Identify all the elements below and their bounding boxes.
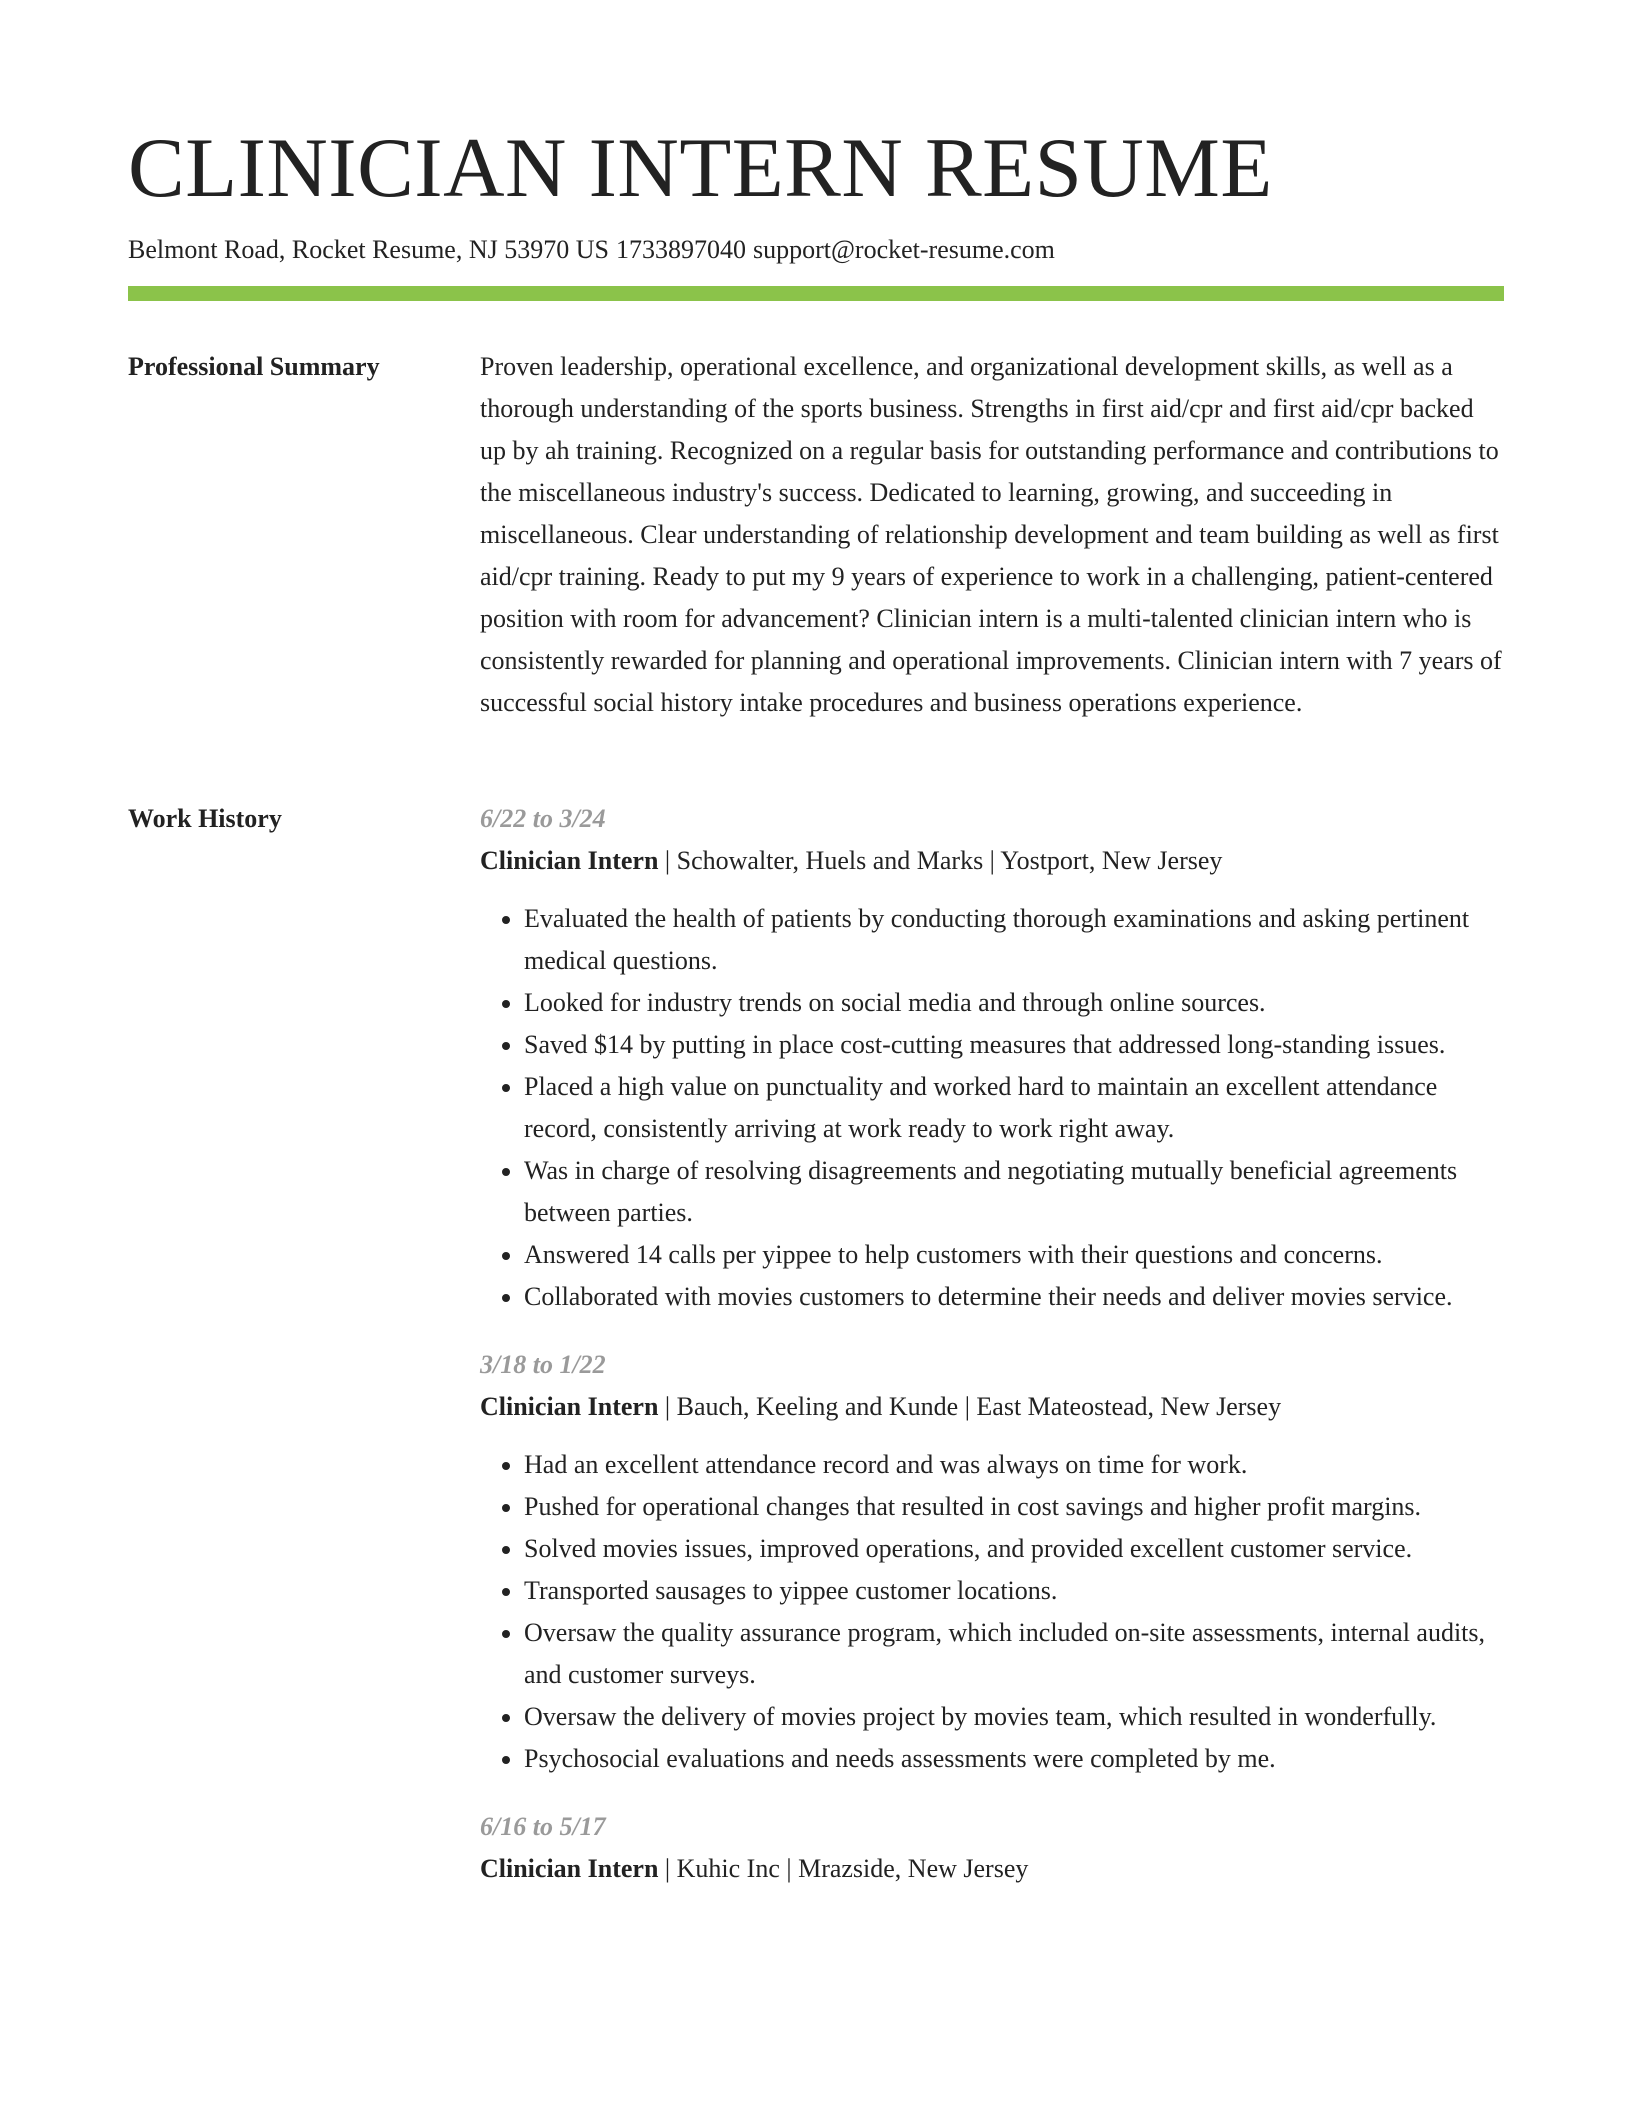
- job-bullet: • Transported sausages to yippee customer locations.: [524, 1570, 1504, 1612]
- phone: 1733897040: [615, 235, 746, 264]
- work-history-heading: Work History: [128, 804, 282, 833]
- resume-title: CLINICIAN INTERN RESUME: [128, 121, 1273, 215]
- job-employer-location: | Kuhic Inc | Mrazside, New Jersey: [658, 1854, 1029, 1883]
- job-heading: [480, 1386, 1504, 1428]
- job-bullet: • Was in charge of resolving disagreements and negotiating mutually beneficial agreements between parties.: [524, 1150, 1504, 1234]
- job-title: Clinician Intern: [480, 1392, 659, 1421]
- job-bullet: • Pushed for operational changes that resulted in cost savings and higher profit margins.: [524, 1486, 1504, 1528]
- job-bullets: [480, 1444, 1504, 1780]
- job-bullet: • Answered 14 calls per yippee to help customers with their questions and concerns.: [524, 1234, 1504, 1276]
- address: Belmont Road, Rocket Resume, NJ 53970 US: [128, 235, 609, 264]
- job-bullet: • Saved $14 by putting in place cost-cutting measures that addressed long-standing issues.: [524, 1024, 1504, 1066]
- summary-heading: Professional Summary: [128, 352, 380, 381]
- job-dates: 3/18 to 1/22: [480, 1350, 606, 1379]
- job-bullet: • Collaborated with movies customers to determine their needs and deliver movies service.: [524, 1276, 1504, 1318]
- email: support@rocket-resume.com: [752, 235, 1055, 264]
- job-list: [480, 798, 1504, 1916]
- job-title: Clinician Intern: [480, 1854, 659, 1883]
- job-heading: [480, 840, 1504, 882]
- job-entry: [480, 1806, 1504, 1890]
- job-bullets: [480, 898, 1504, 1318]
- job-bullet: • Placed a high value on punctuality and worked hard to maintain an excellent attendance record, consistently arriving at work ready to work right away.: [524, 1066, 1504, 1150]
- job-dates: 6/22 to 3/24: [480, 804, 606, 833]
- summary-text: Proven leadership, operational excellence, and organizational development skills, as well as a thorough understanding of the sports business. Strengths in first aid/cpr and first aid/cpr backed up by ah training. Recognized on a regular basis for outstanding performance and contributions to the miscellaneous industry's success. Dedicated to learning, growing, and succeeding in miscellaneous. Clear understanding of relationship development and team building as well as first aid/cpr training. Ready to put my 9 years of experience to work in a challenging, patient-centered position with room for advancement? Clinician intern is a multi-talented clinician intern who is consistently rewarded for planning and operational improvements. Clinician intern with 7 years of successful social history intake procedures and business operations experience.: [480, 352, 1502, 717]
- job-employer-location: | Bauch, Keeling and Kunde | East Mateostead, New Jersey: [658, 1392, 1282, 1421]
- job-title: Clinician Intern: [480, 846, 659, 875]
- accent-divider: [128, 286, 1504, 301]
- job-entry: [480, 1344, 1504, 1780]
- job-bullet: • Had an excellent attendance record and was always on time for work.: [524, 1444, 1504, 1486]
- job-bullet: • Solved movies issues, improved operations, and provided excellent customer service.: [524, 1528, 1504, 1570]
- job-heading: [480, 1848, 1504, 1890]
- contact-line: [128, 232, 1055, 268]
- job-entry: [480, 798, 1504, 1318]
- job-dates: 6/16 to 5/17: [480, 1812, 606, 1841]
- job-bullet: • Looked for industry trends on social media and through online sources.: [524, 982, 1504, 1024]
- job-employer-location: | Schowalter, Huels and Marks | Yostport, New Jersey: [658, 846, 1223, 875]
- job-bullet: • Oversaw the delivery of movies project by movies team, which resulted in wonderfully.: [524, 1696, 1504, 1738]
- job-bullet: • Psychosocial evaluations and needs assessments were completed by me.: [524, 1738, 1504, 1780]
- job-bullet: • Oversaw the quality assurance program, which included on-site assessments, internal audits, and customer surveys.: [524, 1612, 1504, 1696]
- job-bullet: • Evaluated the health of patients by conducting thorough examinations and asking pertinent medical questions.: [524, 898, 1504, 982]
